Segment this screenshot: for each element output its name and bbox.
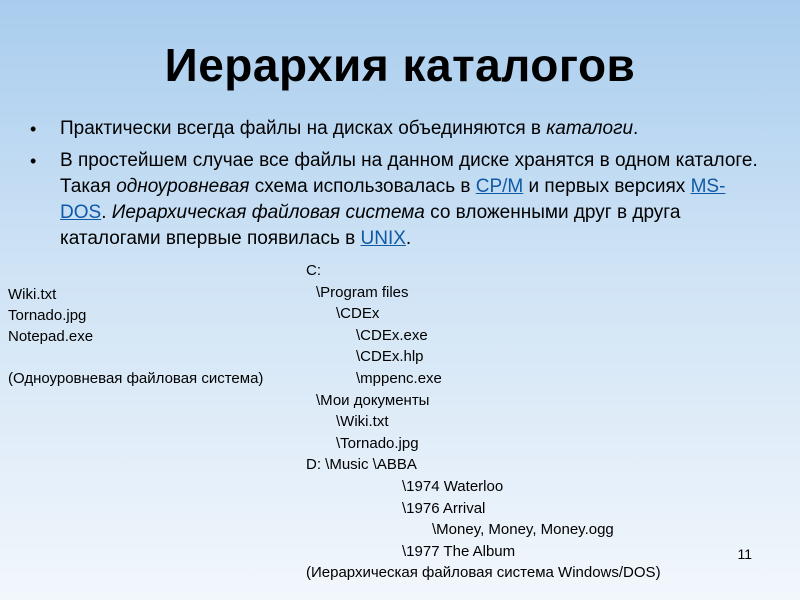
tree-line: \Wiki.txt [336,413,389,431]
file-name: Tornado.jpg [8,307,87,324]
tree-caption: (Иерархическая файловая система Windows/DOS) [306,564,661,582]
bullet-list [30,116,770,258]
bullet-emphasis: Иерархическая файловая система [111,202,425,223]
tree-line: \Tornado.jpg [336,434,419,452]
bullet-text: . [405,228,412,249]
tree-line: \mppenc.exe [356,369,442,387]
bullet-text: . [633,118,639,139]
spacer [8,347,263,368]
bullet-emphasis: каталоги [546,118,634,139]
tree-line: \1977 The Album [402,542,516,560]
bullet-text: и первых версиях [523,176,691,197]
tree-line: \Мои документы [316,391,430,409]
link-unix[interactable]: UNIX [360,228,406,249]
tree-line: \1974 Waterloo [402,477,504,495]
directory-tree [306,260,661,584]
bullet-icon: • [30,119,37,139]
tree-line: \CDEx.exe [356,326,428,344]
file-name: Notepad.exe [8,328,94,345]
bullet-text: . [101,202,112,223]
bullet-item [30,116,770,142]
tree-line: C: [306,262,321,279]
bullet-text: Практически всегда файлы на дисках объединяются в [60,118,547,139]
bullet-text: схема использовалась в [249,176,476,197]
bullet-text: со вложенными друг в друга каталогами впервые появилась в [60,202,681,249]
bullet-icon: • [30,151,37,171]
flat-caption: (Одноуровневая файловая система) [8,370,264,387]
link-cpm[interactable]: CP/M [475,176,524,197]
tree-line: \Program files [316,283,409,301]
file-name: Wiki.txt [8,286,57,303]
tree-line: \CDEx.hlp [356,348,424,366]
flat-file-list [8,284,263,389]
link-msdos[interactable]: MS-DOS [60,176,726,223]
page-number: 11 [737,546,752,562]
bullet-emphasis: одноуровневая [116,176,250,197]
tree-line: \Money, Money, Money.ogg [432,521,614,539]
tree-line: \CDEx [336,305,380,323]
bullet-text: В простейшем случае все файлы на данном диске хранятся в одном каталоге. Такая [60,150,758,197]
slide-title: Иерархия каталогов [164,39,636,91]
tree-line: D: \Music \ABBA [306,456,417,474]
bullet-item [30,148,770,252]
tree-line: \1976 Arrival [402,499,486,517]
